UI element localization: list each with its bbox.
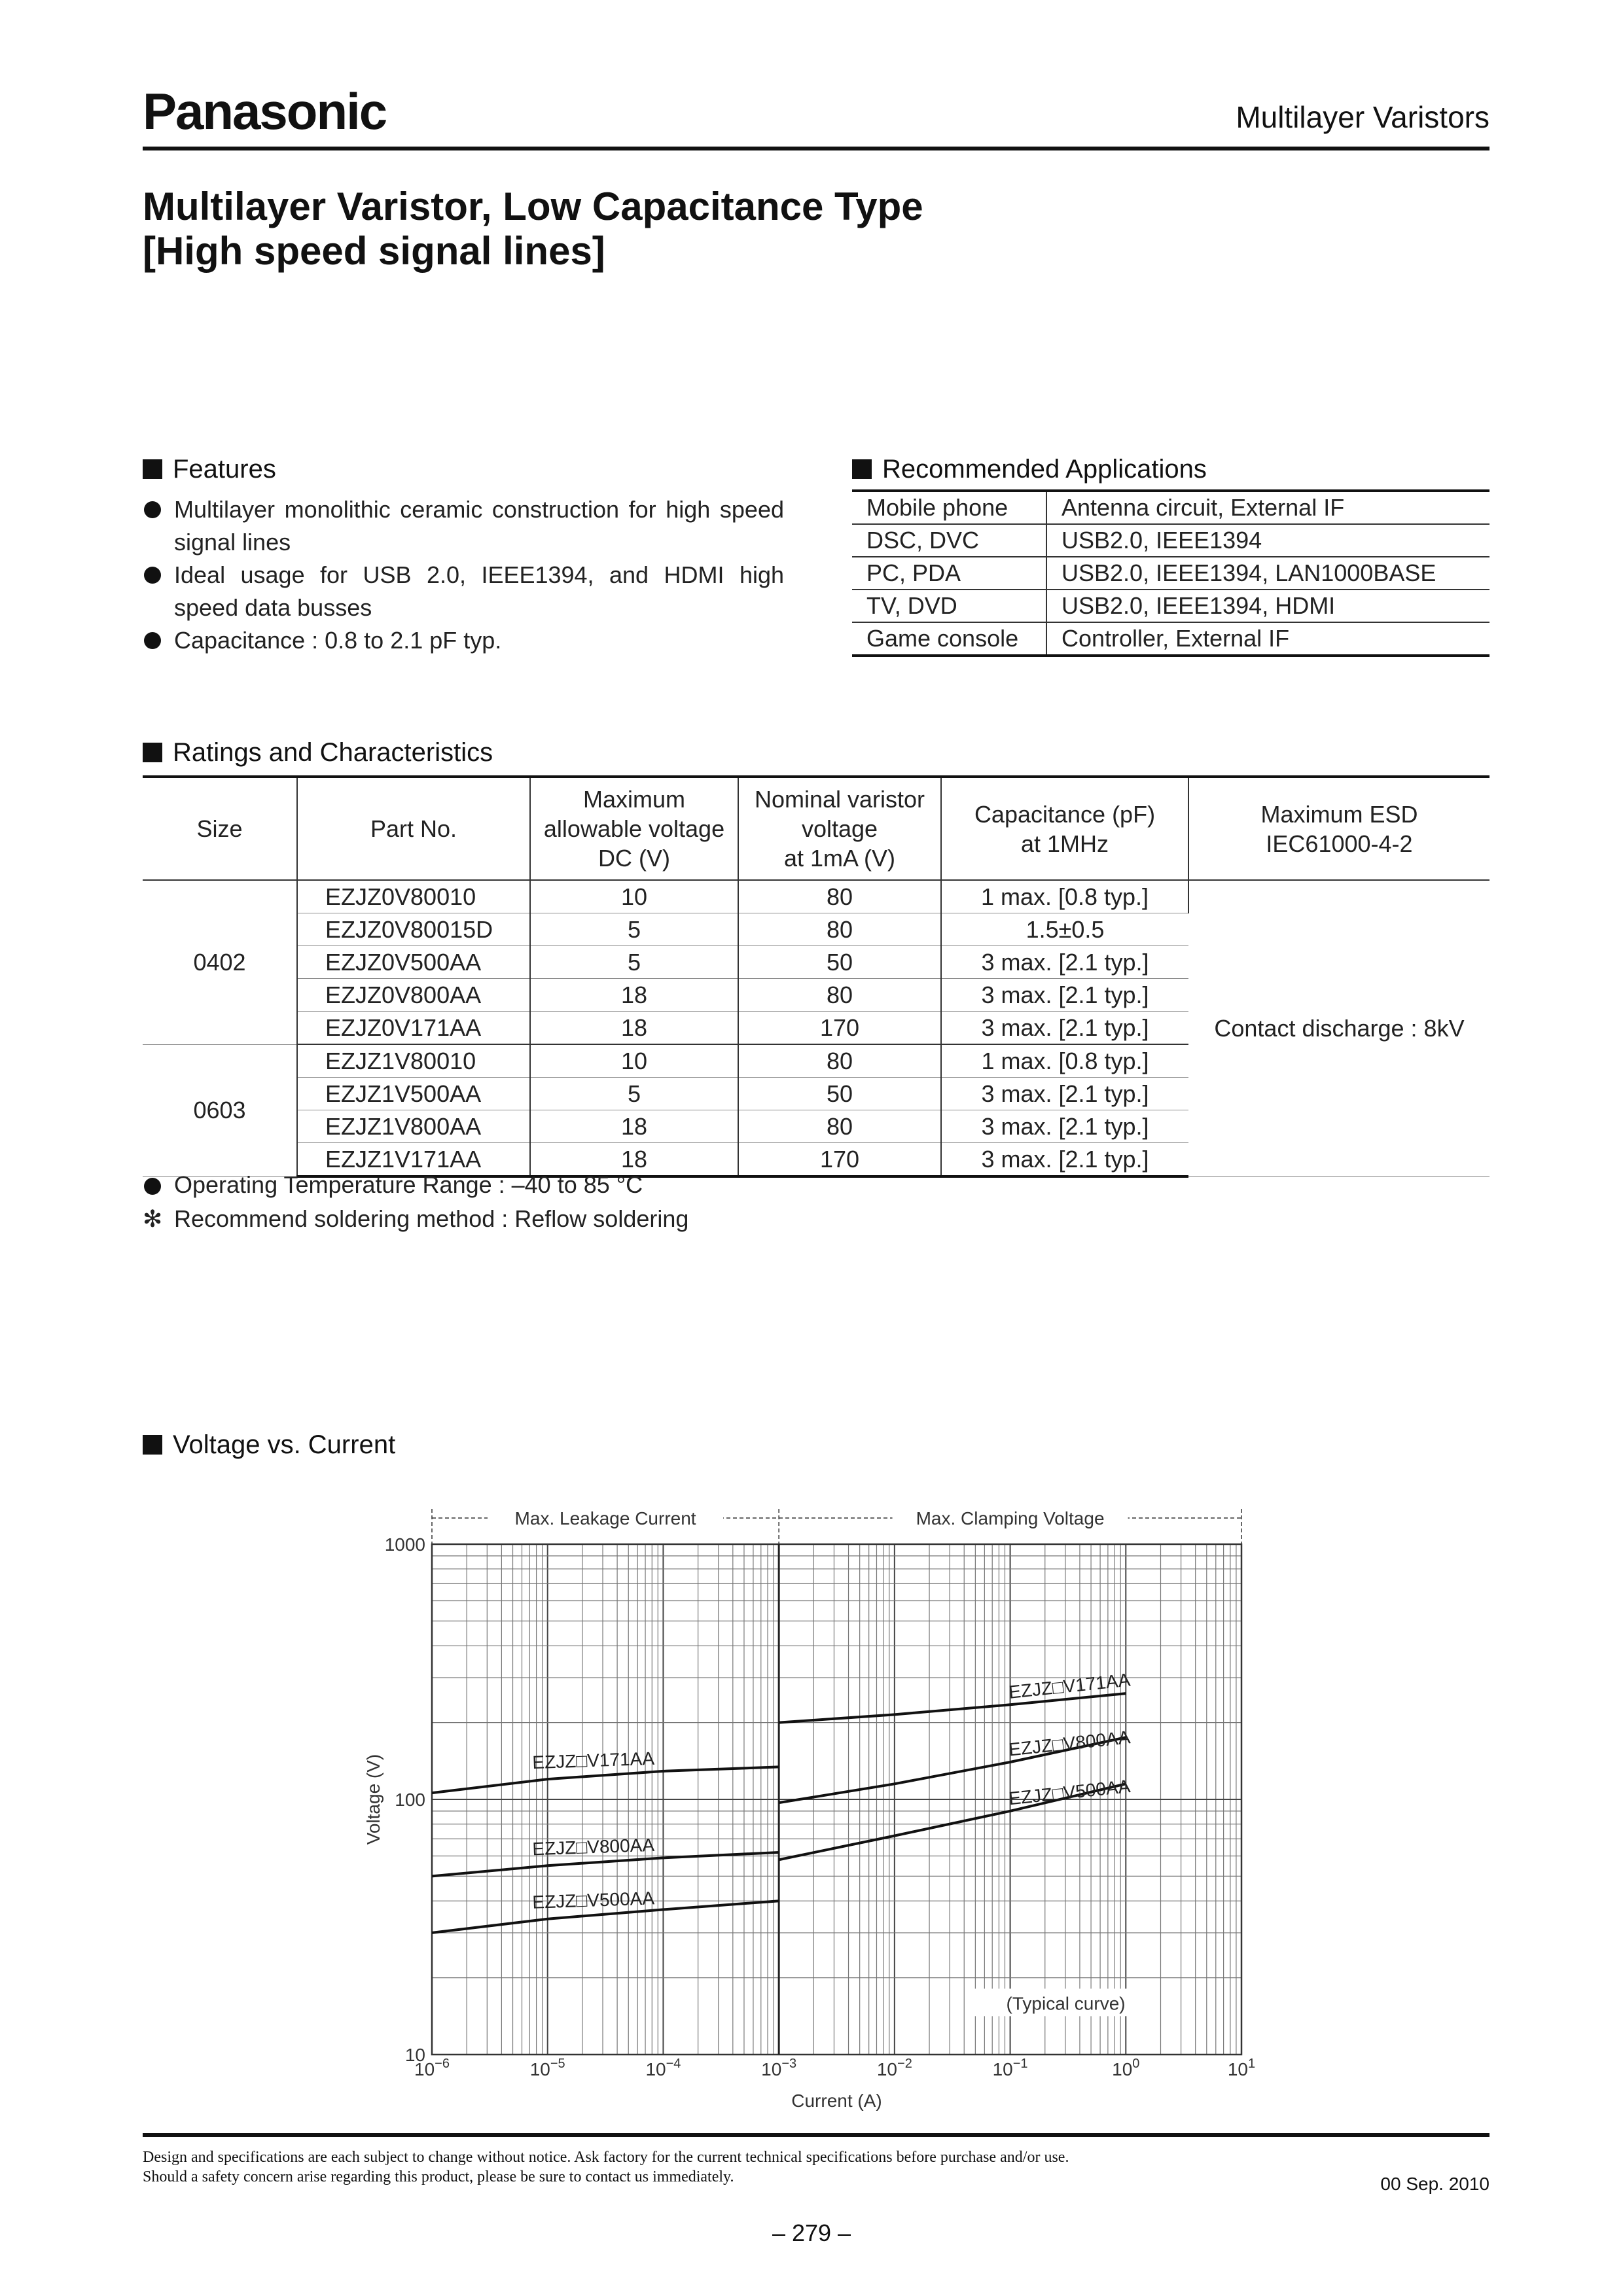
x-tick-label: $10^{-5}$	[529, 2057, 565, 2079]
hdr-line: Maximum	[582, 786, 685, 813]
part-no-cell: EZJZ1V80010	[297, 1044, 530, 1078]
x-tick-label: $10^{-4}$	[645, 2057, 681, 2079]
series-label: EZJZ□V800AA	[1007, 1727, 1132, 1760]
capacitance-cell: 1.5±0.5	[941, 913, 1188, 946]
square-bullet-icon	[143, 743, 162, 762]
app-use: USB2.0, IEEE1394	[1046, 524, 1489, 557]
solder-note	[143, 1202, 688, 1236]
series-label: EZJZ□V171AA	[531, 1748, 655, 1773]
series-line	[779, 1693, 1126, 1722]
hdr-line: allowable voltage	[543, 815, 725, 842]
capacitance-cell: 3 max. [2.1 typ.]	[941, 1012, 1188, 1045]
applications-heading	[852, 455, 1489, 484]
vc-heading-text: Voltage vs. Current	[173, 1430, 396, 1459]
temp-note-text: Operating Temperature Range : –40 to 85 °C	[174, 1171, 643, 1198]
y-tick-label: 10	[404, 2045, 425, 2065]
nominal-voltage-cell: 80	[738, 880, 941, 913]
capacitance-cell: 3 max. [2.1 typ.]	[941, 1078, 1188, 1110]
table-header-row	[143, 777, 1489, 880]
hdr-line: at 1MHz	[1020, 830, 1109, 857]
capacitance-cell: 3 max. [2.1 typ.]	[941, 1143, 1188, 1177]
nominal-voltage-cell: 80	[738, 1044, 941, 1078]
max-voltage-cell: 5	[530, 1078, 738, 1110]
title-line-1: Multilayer Varistor, Low Capacitance Type	[143, 185, 923, 228]
asterisk-icon: ✻	[143, 1205, 163, 1232]
round-bullet-icon	[144, 1178, 161, 1195]
nominal-voltage-cell: 50	[738, 1078, 941, 1110]
square-bullet-icon	[143, 1435, 162, 1455]
hdr-line: Capacitance (pF)	[974, 800, 1156, 828]
page-title	[143, 185, 923, 274]
ratings-section	[143, 738, 1489, 1178]
series-line	[432, 1767, 779, 1793]
ratings-notes	[143, 1168, 688, 1236]
ratings-heading	[143, 738, 1489, 768]
app-device: DSC, DVC	[852, 524, 1046, 557]
col-max-esd	[1188, 777, 1489, 880]
capacitance-cell: 1 max. [0.8 typ.]	[941, 880, 1188, 913]
x-tick-label: $10^{-6}$	[414, 2057, 450, 2079]
disclaimer-line-1: Design and specifications are each subject to change without notice. Ask factory for the current technical specifications before purchase and/or use.	[143, 2149, 1069, 2166]
table-row	[852, 622, 1489, 656]
max-voltage-cell: 5	[530, 913, 738, 946]
title-line-2: [High speed signal lines]	[143, 229, 605, 273]
temp-note	[143, 1168, 688, 1202]
solder-note-text: Recommend soldering method : Reflow soldering	[174, 1205, 689, 1232]
nominal-voltage-cell: 170	[738, 1012, 941, 1045]
x-tick-label: $10^{-2}$	[876, 2057, 912, 2079]
max-voltage-cell: 10	[530, 880, 738, 913]
x-tick-label: $10^{-1}$	[992, 2057, 1028, 2079]
y-axis-label: Voltage (V)	[363, 1754, 383, 1845]
list-item: Multilayer monolithic ceramic construction for high speed signal lines	[143, 493, 784, 559]
part-no-cell: EZJZ1V171AA	[297, 1143, 530, 1177]
nominal-voltage-cell: 50	[738, 946, 941, 979]
part-no-cell: EZJZ0V800AA	[297, 979, 530, 1012]
hdr-line: Nominal varistor	[754, 786, 925, 813]
applications-section	[852, 455, 1489, 657]
app-device: Mobile phone	[852, 491, 1046, 524]
part-no-cell: EZJZ1V500AA	[297, 1078, 530, 1110]
nominal-voltage-cell: 80	[738, 913, 941, 946]
square-bullet-icon	[852, 459, 872, 479]
app-device: PC, PDA	[852, 557, 1046, 590]
region-label: Max. Leakage Current	[514, 1508, 696, 1528]
part-no-cell: EZJZ0V80010	[297, 880, 530, 913]
col-max-voltage	[530, 777, 738, 880]
applications-table	[852, 489, 1489, 657]
square-bullet-icon	[143, 459, 162, 479]
table-row	[852, 590, 1489, 622]
hdr-line: IEC61000-4-2	[1266, 830, 1413, 857]
part-no-cell: EZJZ1V800AA	[297, 1110, 530, 1143]
max-voltage-cell: 18	[530, 979, 738, 1012]
disclaimer	[143, 2147, 1069, 2187]
hdr-line: voltage	[801, 815, 878, 842]
col-size: Size	[143, 777, 297, 880]
hdr-line: at 1mA (V)	[783, 845, 896, 872]
page-number: – 279 –	[772, 2219, 851, 2246]
app-device: TV, DVD	[852, 590, 1046, 622]
capacitance-cell: 3 max. [2.1 typ.]	[941, 979, 1188, 1012]
app-use: USB2.0, IEEE1394, LAN1000BASE	[1046, 557, 1489, 590]
x-tick-label: $10^1$	[1227, 2057, 1256, 2079]
list-item: Ideal usage for USB 2.0, IEEE1394, and HDMI high speed data busses	[143, 559, 784, 624]
vc-chart	[347, 1492, 1289, 2123]
table-row	[852, 524, 1489, 557]
y-tick-label: 100	[395, 1790, 425, 1810]
vc-chart-svg	[347, 1492, 1289, 2120]
footer-rule	[143, 2133, 1489, 2137]
y-tick-label: 1000	[384, 1534, 425, 1555]
features-section	[143, 455, 784, 657]
nominal-voltage-cell: 80	[738, 979, 941, 1012]
col-part-no: Part No.	[297, 777, 530, 880]
max-voltage-cell: 5	[530, 946, 738, 979]
ratings-table	[143, 775, 1489, 1178]
table-row	[143, 880, 1489, 913]
max-voltage-cell: 18	[530, 1110, 738, 1143]
hdr-line: Maximum ESD	[1260, 800, 1418, 828]
capacitance-cell: 3 max. [2.1 typ.]	[941, 946, 1188, 979]
col-nominal-voltage	[738, 777, 941, 880]
applications-heading-text: Recommended Applications	[882, 455, 1207, 484]
disclaimer-line-2: Should a safety concern arise regarding this product, please be sure to contact us immediately.	[143, 2168, 734, 2185]
ratings-heading-text: Ratings and Characteristics	[173, 738, 493, 767]
col-capacitance	[941, 777, 1188, 880]
max-voltage-cell: 18	[530, 1012, 738, 1045]
nominal-voltage-cell: 80	[738, 1110, 941, 1143]
features-heading	[143, 455, 784, 484]
features-list	[143, 493, 784, 657]
features-heading-text: Features	[173, 455, 276, 484]
size-cell: 0402	[143, 880, 297, 1044]
nominal-voltage-cell: 170	[738, 1143, 941, 1177]
part-no-cell: EZJZ0V171AA	[297, 1012, 530, 1045]
series-label: EZJZ□V171AA	[1007, 1669, 1132, 1703]
x-tick-label: $10^0$	[1112, 2057, 1140, 2079]
hdr-line: DC (V)	[598, 845, 670, 872]
header-rule	[143, 147, 1489, 150]
app-use: USB2.0, IEEE1394, HDMI	[1046, 590, 1489, 622]
size-cell: 0603	[143, 1044, 297, 1176]
max-voltage-cell: 18	[530, 1143, 738, 1177]
app-device: Game console	[852, 622, 1046, 656]
app-use: Controller, External IF	[1046, 622, 1489, 656]
product-series: Multilayer Varistors	[1236, 100, 1489, 134]
x-tick-label: $10^{-3}$	[761, 2057, 797, 2079]
region-label: Max. Clamping Voltage	[916, 1508, 1105, 1528]
table-row	[852, 491, 1489, 524]
part-no-cell: EZJZ0V500AA	[297, 946, 530, 979]
app-use: Antenna circuit, External IF	[1046, 491, 1489, 524]
brand-logo: Panasonic	[143, 82, 387, 140]
series-label: EZJZ□V500AA	[1007, 1776, 1132, 1809]
series-label: EZJZ□V800AA	[531, 1834, 655, 1860]
capacitance-cell: 3 max. [2.1 typ.]	[941, 1110, 1188, 1143]
capacitance-cell: 1 max. [0.8 typ.]	[941, 1044, 1188, 1078]
doc-date: 00 Sep. 2010	[1380, 2174, 1489, 2194]
esd-cell: Contact discharge : 8kV	[1188, 880, 1489, 1176]
max-voltage-cell: 10	[530, 1044, 738, 1078]
table-row	[852, 557, 1489, 590]
vc-heading	[143, 1430, 395, 1460]
part-no-cell: EZJZ0V80015D	[297, 913, 530, 946]
typical-curve-annotation: (Typical curve)	[1006, 1993, 1126, 2014]
list-item: Capacitance : 0.8 to 2.1 pF typ.	[143, 624, 784, 657]
series-label: EZJZ□V500AA	[531, 1888, 655, 1913]
x-axis-label: Current (A)	[791, 2091, 882, 2111]
